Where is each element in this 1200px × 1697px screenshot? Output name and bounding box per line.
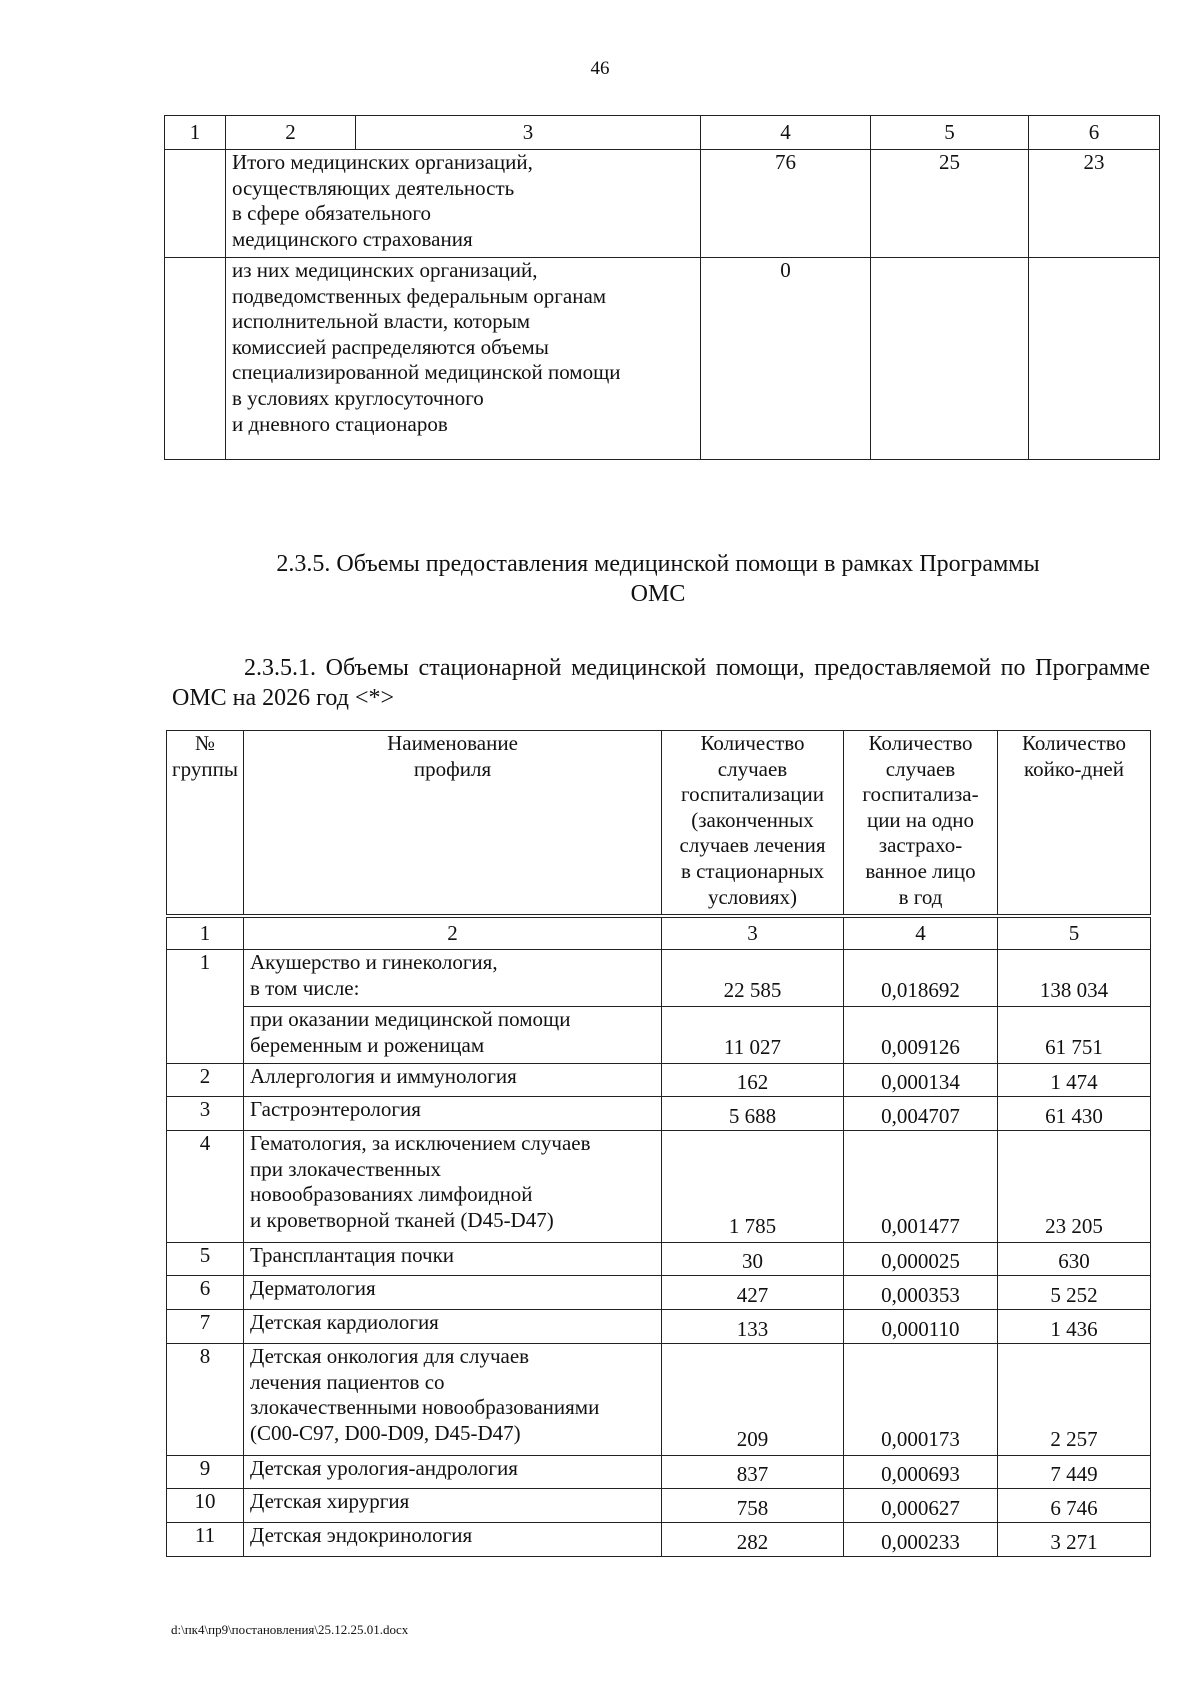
profile-name: Акушерство и гинекология, в том числе: <box>244 950 662 1007</box>
group-number: 5 <box>167 1243 244 1276</box>
column-number-row <box>167 916 1151 950</box>
group-number: 9 <box>167 1456 244 1489</box>
cases-value: 162 <box>662 1064 844 1097</box>
value-cell: 25 <box>871 150 1029 258</box>
header-cell: 6 <box>1029 116 1160 150</box>
per-person-value: 0,000110 <box>844 1310 998 1344</box>
profile-name: Дерматология <box>244 1276 662 1310</box>
group-number: 11 <box>167 1523 244 1557</box>
cases-value: 758 <box>662 1489 844 1523</box>
table-row <box>167 1456 1151 1489</box>
cases-value: 209 <box>662 1344 844 1456</box>
bed-days-value: 2 257 <box>998 1344 1151 1456</box>
profile-name: Детская онкология для случаев лечения пациентов со злокачественными новообразованиями (C00-C97, D00-D09, D45-D47) <box>244 1344 662 1456</box>
bed-days-value: 23 205 <box>998 1131 1151 1243</box>
per-person-value: 0,000353 <box>844 1276 998 1310</box>
page-number: 46 <box>590 58 610 79</box>
profile-name: при оказании медицинской помощи беременным и роженицам <box>244 1007 662 1064</box>
value-cell: 0 <box>701 258 871 460</box>
profile-name: Детская кардиология <box>244 1310 662 1344</box>
profile-name: Трансплантация почки <box>244 1243 662 1276</box>
cases-value: 133 <box>662 1310 844 1344</box>
header-cell: 2 <box>226 116 356 150</box>
value-cell: 76 <box>701 150 871 258</box>
per-person-value: 0,004707 <box>844 1097 998 1131</box>
per-person-value: 0,000134 <box>844 1064 998 1097</box>
bed-days-value: 6 746 <box>998 1489 1151 1523</box>
bed-days-value: 1 474 <box>998 1064 1151 1097</box>
bed-days-value: 3 271 <box>998 1523 1151 1557</box>
footer-file-path: d:\пк4\пр9\постановления\25.12.25.01.docx <box>171 1622 409 1637</box>
cases-value: 22 585 <box>662 950 844 1007</box>
header-group: № группы <box>167 731 244 917</box>
section-heading-text: 2.3.5. Объемы предоставления медицинской помощи в рамках Программы ОМС <box>276 551 1040 607</box>
per-person-value: 0,001477 <box>844 1131 998 1243</box>
table-row <box>167 1243 1151 1276</box>
per-person-value: 0,000233 <box>844 1523 998 1557</box>
profile-name: Детская хирургия <box>244 1489 662 1523</box>
header-bed-days: Количество койко-дней <box>998 731 1151 917</box>
cases-value: 30 <box>662 1243 844 1276</box>
column-number: 1 <box>167 916 244 950</box>
table-row <box>167 1344 1151 1456</box>
bed-days-value: 630 <box>998 1243 1151 1276</box>
table-row <box>167 1131 1151 1243</box>
header-cell: 3 <box>356 116 701 150</box>
per-person-value: 0,000693 <box>844 1456 998 1489</box>
empty-cell <box>165 150 226 258</box>
bed-days-value: 138 034 <box>998 950 1151 1007</box>
profile-name: Детская урология-андрология <box>244 1456 662 1489</box>
bed-days-value: 5 252 <box>998 1276 1151 1310</box>
cases-value: 11 027 <box>662 1007 844 1064</box>
group-number: 6 <box>167 1276 244 1310</box>
profile-name: Гематология, за исключением случаев при злокачественных новообразованиях лимфоидной и кроветворной тканей (D45-D47) <box>244 1131 662 1243</box>
table-row <box>167 1489 1151 1523</box>
per-person-value: 0,018692 <box>844 950 998 1007</box>
value-cell <box>1029 258 1160 460</box>
subsection-text: 2.3.5.1. Объемы стационарной медицинской помощи, предоставляемой по Программе ОМС на 2026 год <*> <box>172 655 1150 711</box>
cases-value: 1 785 <box>662 1131 844 1243</box>
bed-days-value: 7 449 <box>998 1456 1151 1489</box>
group-number: 3 <box>167 1097 244 1131</box>
cases-value: 837 <box>662 1456 844 1489</box>
header-profile: Наименование профиля <box>244 731 662 917</box>
profile-name: Гастроэнтерология <box>244 1097 662 1131</box>
table-row <box>167 1007 1151 1064</box>
section-heading <box>0 549 1200 609</box>
row-name: Итого медицинских организаций, осуществляющих деятельность в сфере обязательного медицинского страхования <box>226 150 701 258</box>
value-cell <box>871 258 1029 460</box>
table-row <box>167 1523 1151 1557</box>
header-cell: 1 <box>165 116 226 150</box>
empty-cell <box>165 258 226 460</box>
value-cell: 23 <box>1029 150 1160 258</box>
table-row <box>167 1276 1151 1310</box>
group-number: 8 <box>167 1344 244 1456</box>
per-person-value: 0,009126 <box>844 1007 998 1064</box>
table-row <box>167 1064 1151 1097</box>
table-row <box>165 150 1160 258</box>
cases-value: 282 <box>662 1523 844 1557</box>
table-row <box>165 258 1160 460</box>
profile-name: Детская эндокринология <box>244 1523 662 1557</box>
inpatient-volumes-table <box>166 730 1151 1557</box>
bed-days-value: 61 430 <box>998 1097 1151 1131</box>
column-number: 3 <box>662 916 844 950</box>
column-number: 5 <box>998 916 1151 950</box>
bed-days-value: 61 751 <box>998 1007 1151 1064</box>
group-number: 10 <box>167 1489 244 1523</box>
header-per-person: Количество случаев госпитализа- ции на одно застрахо- ванное лицо в год <box>844 731 998 917</box>
group-number: 1 <box>167 950 244 1064</box>
header-cell: 5 <box>871 116 1029 150</box>
cases-value: 5 688 <box>662 1097 844 1131</box>
table-row <box>167 1097 1151 1131</box>
group-number: 4 <box>167 1131 244 1243</box>
column-number: 2 <box>244 916 662 950</box>
column-number: 4 <box>844 916 998 950</box>
cases-value: 427 <box>662 1276 844 1310</box>
row-name: из них медицинских организаций, подведомственных федеральным органам исполнительной власти, которым комиссией распределяются объемы специализированной медицинской помощи в условиях круглосуточного и дневного стационаров <box>226 258 701 460</box>
per-person-value: 0,000173 <box>844 1344 998 1456</box>
bed-days-value: 1 436 <box>998 1310 1151 1344</box>
table-header-row <box>165 116 1160 150</box>
continuation-table <box>164 115 1160 460</box>
per-person-value: 0,000627 <box>844 1489 998 1523</box>
header-cell: 4 <box>701 116 871 150</box>
group-number: 7 <box>167 1310 244 1344</box>
header-cases: Количество случаев госпитализации (законченных случаев лечения в стационарных условиях) <box>662 731 844 917</box>
group-number: 2 <box>167 1064 244 1097</box>
table-header-row <box>167 731 1151 917</box>
profile-name: Аллергология и иммунология <box>244 1064 662 1097</box>
table-row <box>167 950 1151 1007</box>
per-person-value: 0,000025 <box>844 1243 998 1276</box>
table-row <box>167 1310 1151 1344</box>
